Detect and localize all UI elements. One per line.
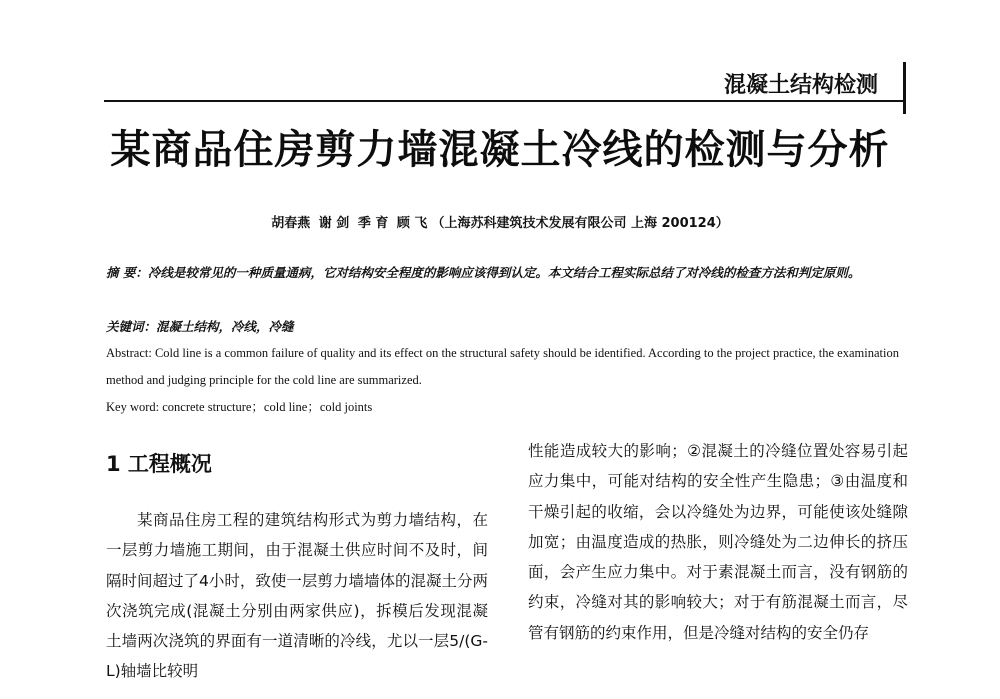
abstract-chinese-text: 冷线是较常见的一种质量通病，它对结构安全程度的影响应该得到认定。本文结合工程实际总结了对冷线的检查方法和判定原则。 bbox=[147, 265, 861, 280]
body-paragraph-right: 性能造成较大的影响；②混凝土的冷缝位置处容易引起应力集中，可能对结构的安全性产生隐患；③由温度和干燥引起的收缩，会以冷缝处为边界，可能使该处缝隙加宽；由温度造成的热胀，则冷缝处为二边伸长的挤压面，会产生应力集中。对于素混凝土而言，没有钢筋的约束，冷缝对其的影响较大；对于有筋混凝土而言，尽管有钢筋的约束作用，但是冷缝对结构的安全仍存 bbox=[528, 442, 908, 642]
author-line bbox=[0, 212, 1000, 231]
author-name: 谢 剑 bbox=[318, 216, 350, 231]
author-name: 顾 飞 bbox=[396, 216, 428, 231]
header-rule bbox=[104, 100, 906, 102]
keywords-english-label: Key word: bbox=[106, 400, 160, 414]
header-side-rule bbox=[903, 62, 906, 114]
author-name: 季 育 bbox=[357, 216, 389, 231]
author-name: 胡春燕 bbox=[271, 216, 311, 231]
author-affiliation: （上海苏科建筑技术发展有限公司 上海 200124） bbox=[431, 216, 729, 231]
keywords-english-text: concrete structure；cold line；cold joints bbox=[162, 400, 373, 414]
keywords-chinese-label: 关键词： bbox=[106, 319, 157, 334]
abstract-chinese-label: 摘 要： bbox=[106, 265, 148, 280]
journal-section-label: 混凝土结构检测 bbox=[723, 73, 878, 98]
abstract-english bbox=[106, 340, 906, 394]
abstract-chinese bbox=[106, 259, 906, 286]
keywords-chinese bbox=[106, 313, 906, 340]
section-heading: 1 工程概况 bbox=[106, 452, 212, 476]
paper-title: 某商品住房剪力墙混凝土冷线的检测与分析 bbox=[110, 127, 890, 173]
keywords-chinese-text: 混凝土结构，冷线，冷缝 bbox=[156, 319, 294, 334]
abstract-english-text: Cold line is a common failure of quality and its effect on the structural safety should be identified. According to the project practice, the examination method and judging principle for the cold line are summarized. bbox=[106, 346, 899, 387]
keywords-english bbox=[106, 394, 906, 421]
body-paragraph-left: 某商品住房工程的建筑结构形式为剪力墙结构，在一层剪力墙施工期间，由于混凝土供应时间不及时，间隔时间超过了4小时，致使一层剪力墙墙体的混凝土分两次浇筑完成(混凝土分别由两家供应)，拆模后发现混凝土墙两次浇筑的界面有一道清晰的冷线，尤以一层5/(G-L)轴墙比较明 bbox=[106, 511, 488, 681]
abstract-english-label: Abstract: bbox=[106, 346, 152, 360]
